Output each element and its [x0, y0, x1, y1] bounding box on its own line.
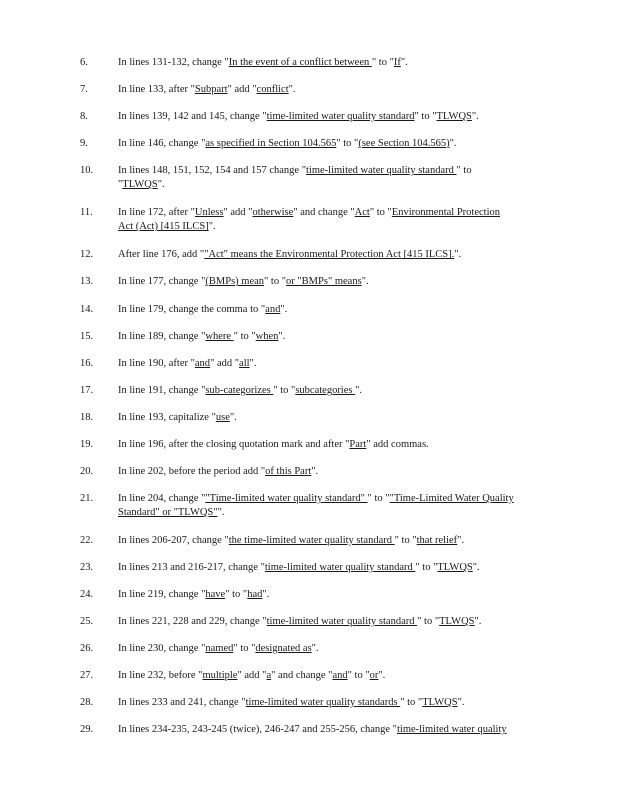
text-segment: " to [456, 165, 472, 176]
underlined-text: named [205, 643, 234, 654]
underlined-text: or [369, 670, 379, 681]
underlined-text: all [239, 358, 250, 369]
item-number: 8. [80, 111, 88, 122]
text-segment: In line 133, after " [118, 84, 195, 95]
text-segment: ". [457, 697, 465, 708]
text-segment: In lines 234-235, 243-245 (twice), 246-247 and 255-256, change " [118, 724, 397, 735]
item-number: 9. [80, 138, 88, 149]
text-segment: In line 177, change " [118, 276, 206, 287]
item-text [118, 561, 548, 575]
underlined-text: conflict [256, 84, 289, 95]
underlined-text: (BMPs) mean [205, 276, 265, 287]
underlined-text: when [255, 331, 279, 342]
item-number: 23. [80, 562, 94, 573]
underlined-text: time-limited water quality standard [266, 616, 418, 627]
text-segment: ". [311, 466, 319, 477]
item-number: 10. [80, 165, 94, 176]
text-segment: In lines 221, 228 and 229, change " [118, 616, 267, 627]
text-segment: " to " [400, 697, 423, 708]
item-text [118, 465, 548, 479]
item-number: 19. [80, 439, 94, 450]
text-segment: " to " [414, 111, 437, 122]
text-segment: " to " [264, 276, 287, 287]
item-text [118, 588, 548, 602]
text-segment: In line 146, change " [118, 138, 206, 149]
text-segment: ". [249, 358, 257, 369]
text-segment: ". [262, 589, 270, 600]
underlined-text: Part [349, 439, 367, 450]
item-text [118, 248, 548, 262]
underlined-text: subcategories [295, 385, 356, 396]
text-segment: " add " [237, 670, 267, 681]
underlined-text: If [393, 57, 401, 68]
text-segment: In line 202, before the period add " [118, 466, 266, 477]
text-segment: In line 204, change " [118, 493, 206, 504]
item-number: 24. [80, 589, 94, 600]
text-segment: " to " [233, 643, 256, 654]
text-segment: In line 189, change " [118, 331, 206, 342]
text-segment: In lines 206-207, change " [118, 535, 229, 546]
text-segment: " and change " [271, 670, 333, 681]
item-number: 22. [80, 535, 94, 546]
item-text [118, 206, 548, 234]
text-segment: In line 190, after " [118, 358, 195, 369]
underlined-text: otherwise [252, 207, 294, 218]
item-text-continuation [118, 178, 548, 192]
item-number: 7. [80, 84, 88, 95]
text-segment: In line 193, capitalize " [118, 412, 216, 423]
item-text [118, 384, 548, 398]
underlined-text: the time-limited water quality standard [228, 535, 395, 546]
text-segment: " to " [273, 385, 296, 396]
underlined-text: as specified in Section 104.565 [205, 138, 337, 149]
underlined-text: of this Part [265, 466, 312, 477]
item-text [118, 696, 548, 710]
item-number: 11. [80, 207, 93, 218]
underlined-text: had [247, 589, 263, 600]
underlined-text: that relief [416, 535, 458, 546]
underlined-text: TLWQS [437, 562, 473, 573]
underlined-text: TLWQS [439, 616, 475, 627]
text-segment: " to " [371, 57, 394, 68]
text-segment: In line 232, before " [118, 670, 203, 681]
item-text [118, 492, 548, 520]
underlined-text: Standard" or "TLWQS" [118, 507, 218, 518]
text-segment: ". [311, 643, 319, 654]
underlined-text: multiple [202, 670, 238, 681]
item-number: 13. [80, 276, 94, 287]
item-text-continuation [118, 506, 548, 520]
item-text [118, 642, 548, 656]
item-number: 20. [80, 466, 94, 477]
text-segment: " to " [336, 138, 359, 149]
underlined-text: TLWQS [436, 111, 472, 122]
underlined-text: time-limited water quality standard [264, 562, 416, 573]
underlined-text: Subpart [194, 84, 228, 95]
underlined-text: or "BMPs" means [286, 276, 362, 287]
item-text [118, 164, 548, 192]
text-segment: ". [278, 331, 286, 342]
underlined-text: designated as [255, 643, 312, 654]
text-segment: " to " [394, 535, 417, 546]
item-number: 25. [80, 616, 94, 627]
text-segment: " and change " [293, 207, 355, 218]
item-number: 14. [80, 304, 94, 315]
text-segment: ". [474, 616, 482, 627]
text-segment: ". [208, 221, 216, 232]
text-segment: ". [288, 84, 296, 95]
text-segment: ". [378, 670, 386, 681]
item-number: 28. [80, 697, 94, 708]
item-number: 26. [80, 643, 94, 654]
text-segment: " to " [415, 562, 438, 573]
item-text [118, 411, 548, 425]
item-number: 16. [80, 358, 94, 369]
text-segment: In line 219, change " [118, 589, 206, 600]
item-text [118, 303, 548, 317]
underlined-text: and [265, 304, 281, 315]
text-segment: ". [361, 276, 369, 287]
item-text [118, 137, 548, 151]
underlined-text: Unless [194, 207, 224, 218]
item-text [118, 110, 548, 124]
text-segment: ". [157, 179, 165, 190]
text-segment: ". [280, 304, 288, 315]
item-text-continuation [118, 220, 548, 234]
underlined-text: Act (Act) [415 ILCS] [118, 221, 209, 232]
underlined-text: time-limited water quality [396, 724, 507, 735]
text-segment: " [118, 179, 123, 190]
item-text [118, 669, 548, 683]
item-number: 15. [80, 331, 94, 342]
item-text [118, 357, 548, 371]
text-segment: In lines 148, 151, 152, 154 and 157 change " [118, 165, 307, 176]
text-segment: ". [229, 412, 237, 423]
item-text [118, 83, 548, 97]
text-segment: In lines 131-132, change " [118, 57, 229, 68]
item-text [118, 615, 548, 629]
text-segment: " add " [223, 207, 253, 218]
text-segment: " add " [227, 84, 257, 95]
underlined-text: sub-categorizes [205, 385, 274, 396]
item-number: 29. [80, 724, 94, 735]
item-number: 27. [80, 670, 94, 681]
text-segment: " to " [417, 616, 440, 627]
text-segment: ". [400, 57, 408, 68]
text-segment: After line 176, add " [118, 249, 205, 260]
underlined-text: time-limited water quality standard [266, 111, 415, 122]
underlined-text: In the event of a conflict between [228, 57, 372, 68]
underlined-text: have [205, 589, 226, 600]
text-segment: ". [454, 249, 462, 260]
text-segment: " to " [225, 589, 248, 600]
text-segment: In line 230, change " [118, 643, 206, 654]
text-segment: " to " [233, 331, 256, 342]
text-segment: ". [355, 385, 363, 396]
text-segment: In lines 139, 142 and 145, change " [118, 111, 267, 122]
underlined-text: a [266, 670, 272, 681]
underlined-text: "Time-limited water quality standard" [205, 493, 368, 504]
item-number: 6. [80, 57, 88, 68]
text-segment: " to " [367, 493, 390, 504]
text-segment: ". [449, 138, 457, 149]
item-text [118, 330, 548, 344]
text-segment: " to " [369, 207, 392, 218]
text-segment: ". [457, 535, 465, 546]
item-text [118, 56, 548, 70]
text-segment: In line 172, after " [118, 207, 195, 218]
underlined-text: and [332, 670, 348, 681]
item-text [118, 534, 548, 548]
underlined-text: and [194, 358, 211, 369]
item-number: 21. [80, 493, 94, 504]
underlined-text: (see Section 104.565) [358, 138, 450, 149]
item-text [118, 275, 548, 289]
item-number: 17. [80, 385, 94, 396]
underlined-text: Environmental Protection [391, 207, 500, 218]
underlined-text: time-limited water quality standards [245, 697, 401, 708]
text-segment: In line 179, change the comma to " [118, 304, 266, 315]
text-segment: ". [217, 507, 225, 518]
text-segment: In line 191, change " [118, 385, 206, 396]
underlined-text: use [215, 412, 230, 423]
underlined-text: time-limited water quality standard [306, 165, 457, 176]
item-text [118, 438, 548, 452]
underlined-text: "Act" means the Environmental Protection Act [415 ILCS]. [204, 249, 455, 260]
text-segment: In lines 213 and 216-217, change " [118, 562, 265, 573]
text-segment: ". [472, 562, 480, 573]
underlined-text: where [205, 331, 234, 342]
item-number: 12. [80, 249, 94, 260]
text-segment: ". [471, 111, 479, 122]
text-segment: " add commas. [366, 439, 429, 450]
underlined-text: TLWQS [122, 179, 158, 190]
text-segment: " to " [347, 670, 370, 681]
text-segment: In lines 233 and 241, change " [118, 697, 246, 708]
underlined-text: "Time-Limited Water Quality [389, 493, 514, 504]
underlined-text: Act [354, 207, 370, 218]
text-segment: In line 196, after the closing quotation mark and after " [118, 439, 350, 450]
item-number: 18. [80, 412, 94, 423]
item-text [118, 723, 548, 737]
text-segment: " add " [210, 358, 240, 369]
underlined-text: TLWQS [422, 697, 458, 708]
